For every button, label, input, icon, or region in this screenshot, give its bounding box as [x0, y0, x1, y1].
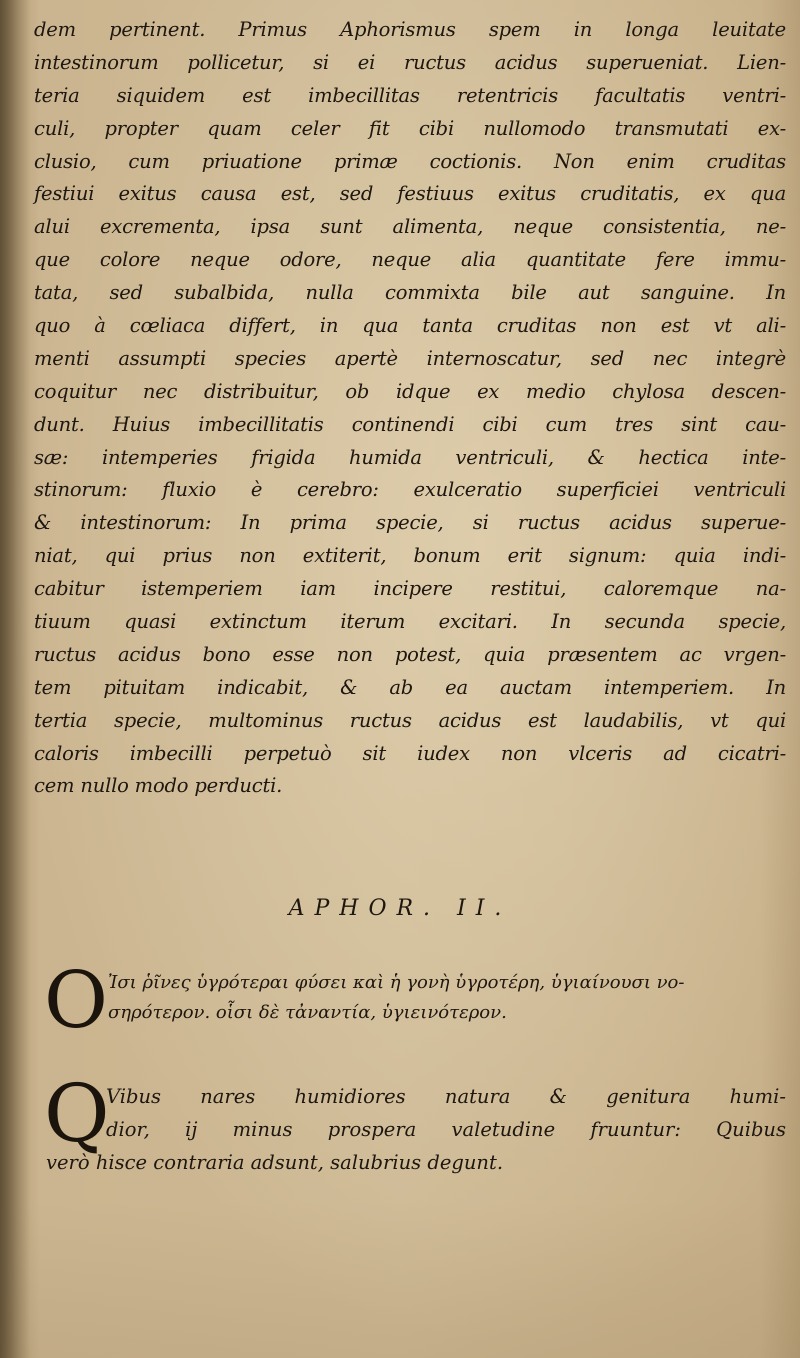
text-line: sæ: intemperies frigida humida ventriculi, & hectica inte- [34, 445, 786, 469]
latin-line: Vibus nares humidiores natura & genitura humi- [106, 1085, 786, 1108]
text-line: cabitur istemperiem iam incipere restitui, caloremque na- [34, 577, 786, 601]
text-line: culi, propter quam celer fit cibi nullomodo transmutati ex- [34, 116, 786, 140]
text-line: niat, qui prius non extiterit, bonum erit signum: quia indi- [34, 544, 786, 568]
latin-drop-cap: Q [44, 1067, 110, 1160]
text-line: tiuum quasi extinctum iterum excitari. In secunda specie, [34, 610, 786, 634]
latin-line: dior, ij minus prospera valetudine fruuntur: Quibus [106, 1118, 786, 1141]
text-line: tertia specie, multominus ructus acidus est laudabilis, vt qui [34, 708, 786, 732]
text-line-last: cem nullo modo perducti. [34, 774, 283, 798]
text-line: caloris imbecilli perpetuò sit iudex non vlceris ad cicatri- [34, 741, 786, 765]
text-line: dem pertinent. Primus Aphorismus spem in longa leuitate [34, 18, 786, 41]
text-line: que colore neque odore, neque alia quantitate fere immu- [34, 248, 786, 272]
text-line: dunt. Huius imbecillitatis continendi cibi cum tres sint cau- [34, 412, 786, 436]
greek-drop-cap: O [44, 956, 108, 1046]
gutter-shadow [0, 0, 30, 1358]
text-line: intestinorum pollicetur, si ei ructus acidus superueniat. Lien- [34, 50, 786, 74]
text-line: clusio, cum priuatione primæ coctionis. Non enim cruditas [34, 149, 786, 173]
text-line: quo à cœliaca differt, in qua tanta cruditas non est vt ali- [34, 314, 786, 338]
latin-line-last: verò hisce contraria adsunt, salubrius degunt. [46, 1151, 504, 1174]
page-tone [0, 1200, 800, 1358]
aphorism-heading: APHOR. II. [288, 896, 512, 921]
text-line: alui excrementa, ipsa sunt alimenta, neque consistentia, ne- [34, 215, 786, 239]
latin-passage [106, 1080, 786, 1146]
text-line: ructus acidus bono esse non potest, quia præsentem ac vrgen- [34, 642, 786, 666]
text-line: coquitur nec distribuitur, ob idque ex medio chylosa descen- [34, 379, 786, 403]
main-text-block [34, 14, 786, 803]
text-line: menti assumpti species apertè internoscatur, sed nec integrè [34, 346, 786, 370]
text-line: festiui exitus causa est, sed festiuus exitus cruditatis, ex qua [34, 182, 786, 206]
greek-line: Ἰσι ῥῖνες ὑγρότεραι φύσει καὶ ἡ γονὴ ὑγροτέρη, ὑγιαίνουσι νο- [108, 972, 685, 993]
greek-line: σηρότερον. οἷσι δὲ τἀναντία, ὑγιεινότερον. [108, 1002, 507, 1023]
text-line: stinorum: fluxio è cerebro: exulceratio superficiei ventriculi [34, 478, 786, 502]
text-line: tem pituitam indicabit, & ab ea auctam intemperiem. In [34, 675, 786, 699]
text-line: teria siquidem est imbecillitas retentricis facultatis ventri- [34, 83, 786, 107]
greek-passage [108, 968, 708, 1028]
text-line: tata, sed subalbida, nulla commixta bile aut sanguine. In [34, 281, 786, 305]
text-line: & intestinorum: In prima specie, si ructus acidus superue- [34, 511, 786, 535]
